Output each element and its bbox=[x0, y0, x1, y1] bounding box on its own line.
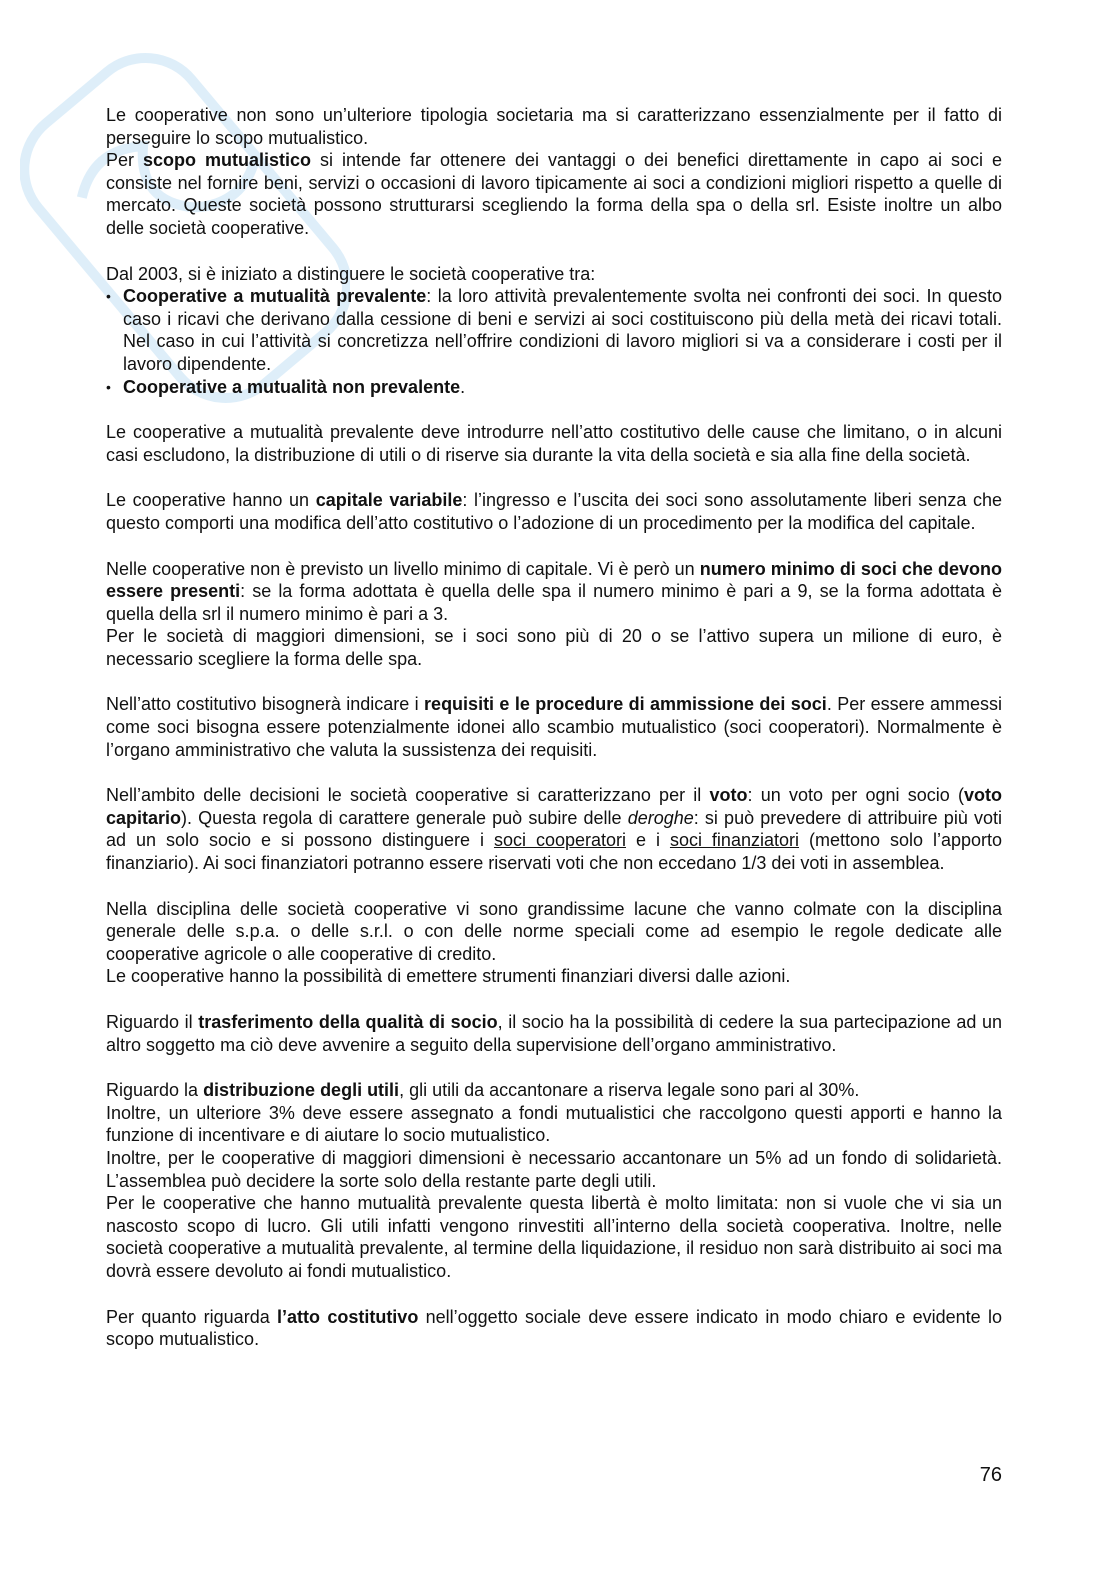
paragraph-numero-minimo: Nelle cooperative non è previsto un livello minimo di capitale. Vi è però un numero minimo di soci che devono essere presenti: se la forma adottata è quella delle spa il numero minimo è pari a 9, se la forma adottata è quella della srl il numero minimo è pari a 3. Per le società di maggiori dimensioni, se i soci sono più di 20 o se l’attivo supera un milione di euro, è necessario scegliere la forma delle spa. bbox=[106, 558, 1002, 669]
term-soci-cooperatori: soci cooperatori bbox=[493, 830, 627, 851]
term-capitale-variabile: capitale variabile bbox=[315, 490, 463, 511]
paragraph-ammissione: Nell’atto costitutivo bisognerà indicare i requisiti e le procedure di ammissione dei soci. Per essere ammessi come soci bisogna essere potenzialmente idonei allo scambio mutualistico (soci cooperatori). Normalmente è l’organo amministrativo che valuta la sussistenza dei requisiti. bbox=[106, 694, 1002, 760]
paragraph-atto-costitutivo: Per quanto riguarda l’atto costitutivo nell’oggetto sociale deve essere indicato in modo chiaro e evidente lo scopo mutualistico. bbox=[106, 1306, 1003, 1350]
term-trasferimento-qualita-socio: trasferimento della qualità di socio bbox=[198, 1012, 498, 1032]
paragraph-disciplina: Nella disciplina delle società cooperative vi sono grandissime lacune che vanno colmate con la disciplina generale delle s.p.a. o delle s.r.l. o con delle norme speciali come ad esempio le regole dedicate alle cooperative agricole o alle cooperative di credito. Le cooperative hanno la possibilità di emettere strumenti finanziari diversi dalle azioni. bbox=[106, 898, 1002, 987]
document-page bbox=[106, 104, 1002, 1351]
paragraph-capitale-variabile: Le cooperative hanno un capitale variabile: l’ingresso e l’uscita dei soci sono assolutamente liberi senza che questo comporti una modifica dell’atto costitutivo o l’adozione di un procedimento per la modifica del capitale. bbox=[106, 490, 1002, 533]
term-voto: voto bbox=[709, 785, 748, 806]
term-mutualita-prevalente: Cooperative a mutualità prevalente bbox=[123, 286, 427, 307]
term-soci-finanziatori: soci finanziatori bbox=[669, 830, 799, 851]
paragraph-intro bbox=[106, 104, 1002, 240]
paragraph-intro-line2: Per scopo mutualistico si intende far ottenere dei vantaggi o dei benefici direttamente in capo ai soci e consiste nel fornire beni, servizi o occasioni di lavoro tipicamente ai soci a condizioni migliori rispetto a quelle di mercato. Queste società possono strutturarsi scegliendo la forma della spa o della srl. Esiste inoltre un albo delle società cooperative. bbox=[106, 150, 1002, 238]
term-numero-minimo-soci: numero minimo di soci che devono essere presenti bbox=[106, 558, 1002, 602]
paragraph-trasferimento: Riguardo il trasferimento della qualità di socio, il socio ha la possibilità di cedere la sua partecipazione ad un altro soggetto ma ciò deve avvenire a seguito della supervisione dell’organo amministrativo. bbox=[106, 1012, 1003, 1055]
term-atto-costitutivo: l’atto costitutivo bbox=[277, 1306, 419, 1327]
list-item: • Cooperative a mutualità non prevalente. bbox=[106, 376, 1002, 399]
section-classification bbox=[106, 263, 1002, 399]
term-mutualita-non-prevalente: Cooperative a mutualità non prevalente bbox=[123, 376, 461, 397]
term-scopo-mutualistico: scopo mutualistico bbox=[143, 150, 311, 171]
paragraph-utili: Riguardo la distribuzione degli utili, gli utili da accantonare a riserva legale sono pari al 30%. Inoltre, un ulteriore 3% deve essere assegnato a fondi mutualistici che raccolgono questi apporti e hanno la funzione di incentivare e di aiutare lo socio mutualistico. Inoltre, per le cooperative di maggiori dimensioni è necessario accantonare un 5% ad un fondo di solidarietà. L’assemblea può decidere la sorte solo della restante parte degli utili. Per le cooperative che hanno mutualità prevalente questa libertà è molto limitata: non si vuole che vi sia un nascosto scopo di lucro. Gli utili infatti vengono rinvestiti all’interno della società cooperativa. Inoltre, nelle società cooperative a mutualità prevalente, al termine della liquidazione, il residuo non sarà distribuito ai soci ma dovrà essere devoluto ai fondi mutualistico. bbox=[106, 1080, 1002, 1281]
term-voto-capitario: voto capitario bbox=[106, 785, 1002, 828]
paragraph-voto: Nell’ambito delle decisioni le società cooperative si caratterizzano per il voto: un voto per ogni socio (voto capitario). Questa regola di carattere generale può subire delle deroghe: si può prevedere di attribuire più voti ad un solo socio e si possono distinguere i soci cooperatori e i soci finanziatori (mettono solo l’apporto finanziario). Ai soci finanziatori potranno essere riservati voti che non eccedano 1/3 dei voti in assemblea. bbox=[106, 785, 1003, 874]
term-requisiti-ammissione: requisiti e le procedure di ammissione dei soci bbox=[424, 694, 827, 715]
classification-list bbox=[106, 285, 1002, 398]
classification-intro: Dal 2003, si è iniziato a distinguere le società cooperative tra: bbox=[106, 263, 596, 284]
term-distribuzione-utili: distribuzione degli utili bbox=[203, 1080, 400, 1101]
list-item: • Cooperative a mutualità prevalente: la loro attività prevalentemente svolta nei confronti dei soci. In questo caso i ricavi che derivano dalla cessione di beni e servizi ai soci costituiscono più della metà dei ricavi totali. Nel caso in cui l’attività si concretizza nell’offrire condizioni di lavoro migliori si va a considerare i costi per il lavoro dipendente. bbox=[106, 285, 1002, 375]
paragraph-cause-limitative: Le cooperative a mutualità prevalente deve introdurre nell’atto costitutivo delle cause che limitano, o in alcuni casi escludono, la distribuzione di utili o di riserve sia durante la vita della società e sia alla fine della società. bbox=[106, 422, 1002, 465]
page-number: 76 bbox=[979, 1464, 1002, 1486]
term-deroghe: deroghe bbox=[627, 807, 694, 828]
paragraph-intro-line1: Le cooperative non sono un’ulteriore tipologia societaria ma si caratterizzano essenzialmente per il fatto di perseguire lo scopo mutualistico. bbox=[106, 105, 1002, 148]
